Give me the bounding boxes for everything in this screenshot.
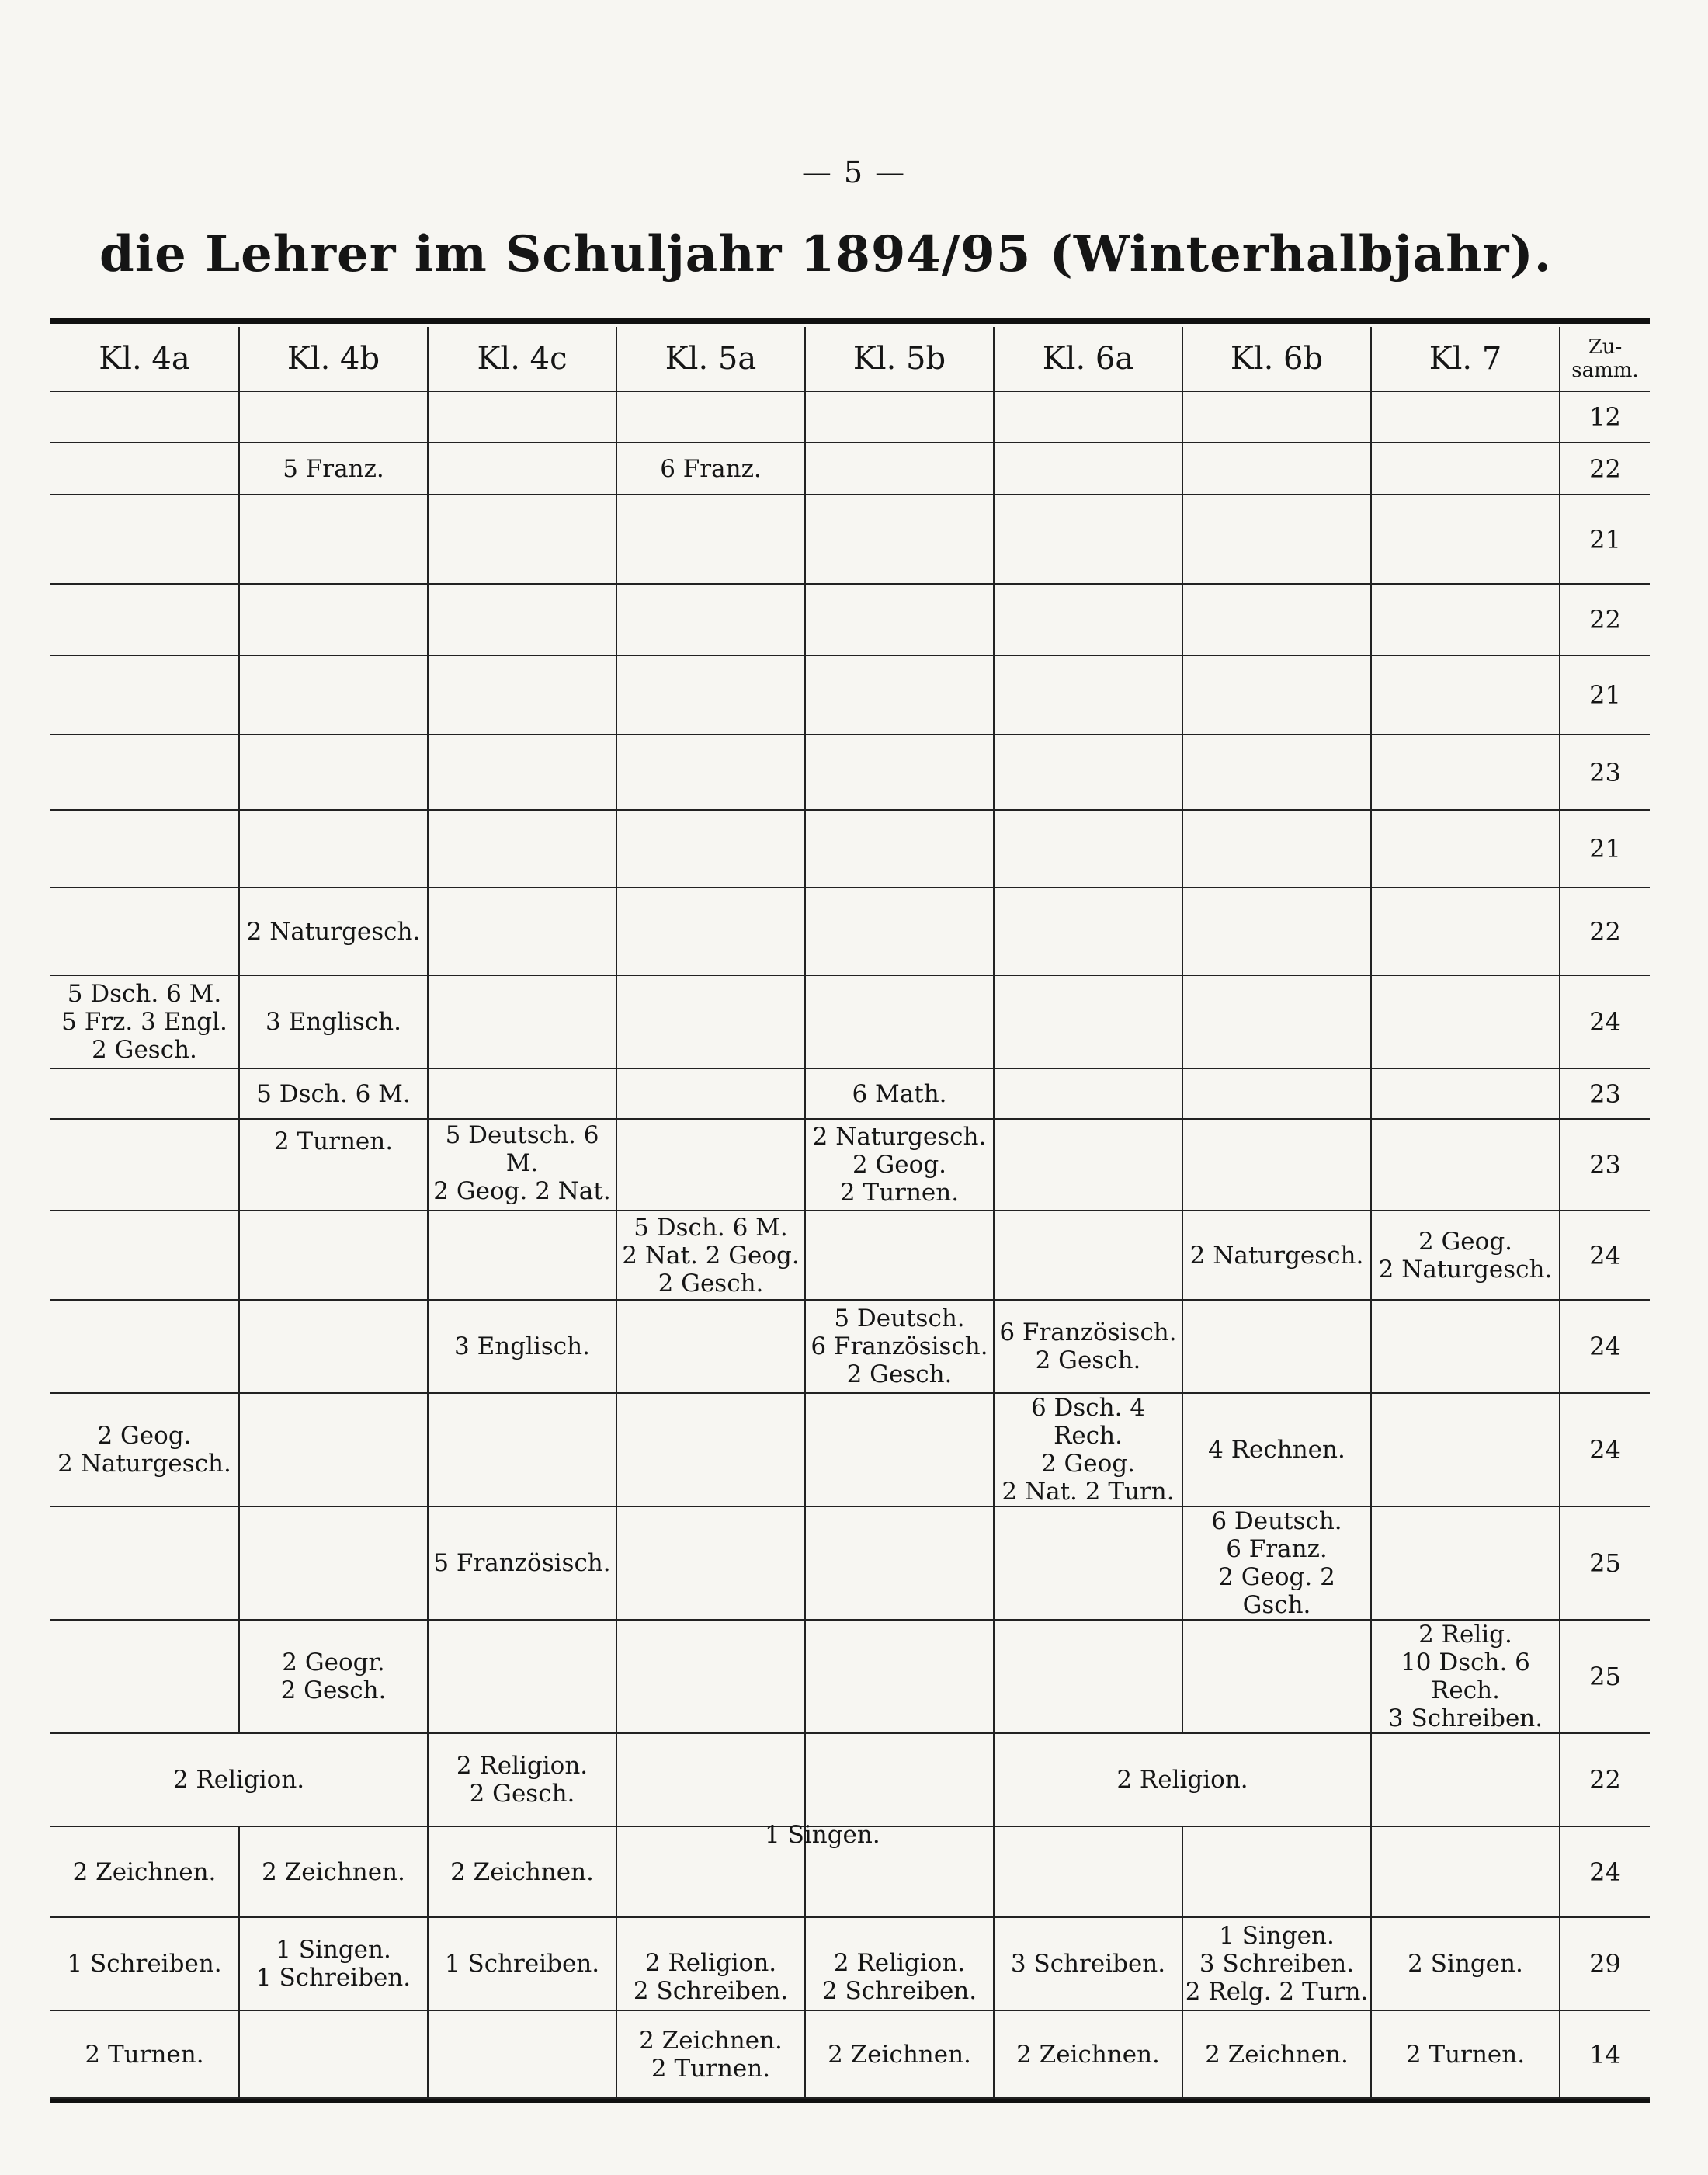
total-cell: 24 [1560,975,1650,1068]
table-row [50,655,1650,735]
schedule-cell: 3 Englisch. [239,975,428,1068]
table-row [50,1300,1650,1393]
total-cell: 12 [1560,391,1650,443]
total-cell: 21 [1560,655,1650,735]
total-cell: 23 [1560,1119,1650,1211]
total-cell: 24 [1560,1393,1650,1506]
total-cell: 22 [1560,584,1650,655]
total-cell: 24 [1560,1211,1650,1300]
schedule-cell: 5 Deutsch. 6 Französisch. 2 Gesch. [805,1300,994,1393]
schedule-cell: 2 Relig. 10 Dsch. 6 Rech. 3 Schreiben. [1371,1620,1560,1733]
column-header: Kl. 4b [239,327,428,391]
schedule-cell: 2 Zeichnen. [239,1826,428,1917]
schedule-cell: 2 Zeichnen. 2 Turnen. [616,2010,805,2098]
table-row [50,2010,1650,2098]
schedule-cell: 2 Geog. 2 Naturgesch. [1371,1211,1560,1300]
table-row [50,1917,1650,2010]
schedule-cell: 4 Rechnen. [1182,1393,1371,1506]
schedule-cell: 2 Turnen. [1371,2010,1560,2098]
total-cell: 25 [1560,1506,1650,1620]
schedule-cell: 1 Schreiben. [50,1917,239,2010]
schedule-cell: 6 Französisch. 2 Gesch. [994,1300,1182,1393]
table-row [50,1620,1650,1733]
schedule-cell: 2 Geogr. 2 Gesch. [239,1620,428,1733]
schedule-cell: 1 Singen. 1 Schreiben. [239,1917,428,2010]
schedule-cell: 1 Singen. 3 Schreiben. 2 Relg. 2 Turn. [1182,1917,1371,2010]
table-row [50,975,1650,1068]
total-cell: 14 [1560,2010,1650,2098]
schedule-cell: 5 Franz. [239,443,428,495]
table-row [50,1506,1650,1620]
table-row [50,495,1650,584]
total-cell: 29 [1560,1917,1650,2010]
schedule-cell: 2 Turnen. [50,2010,239,2098]
teacher-schedule-table [50,327,1650,2099]
column-header: Kl. 4a [50,327,239,391]
schedule-cell: 2 Zeichnen. [994,2010,1182,2098]
schedule-cell: 2 Turnen. [239,1119,428,1211]
page-number: — 5 — [801,155,907,189]
schedule-cell: 1 Schreiben. [428,1917,616,2010]
schedule-cell: 5 Französisch. [428,1506,616,1620]
total-cell: 22 [1560,1733,1650,1826]
table-row [50,443,1650,495]
column-header: Kl. 7 [1371,327,1560,391]
column-header: Kl. 6a [994,327,1182,391]
column-header: Kl. 5a [616,327,805,391]
schedule-cell: 6 Math. [805,1068,994,1119]
schedule-cell: 2 Naturgesch. [1182,1211,1371,1300]
table-row [50,1393,1650,1506]
schedule-cell: 5 Dsch. 6 M. [239,1068,428,1119]
schedule-cell: 2 Zeichnen. [805,2010,994,2098]
schedule-cell: 2 Religion. 2 Schreiben. [805,1917,994,2010]
column-header: Kl. 6b [1182,327,1371,391]
schedule-cell: 2 Zeichnen. [1182,2010,1371,2098]
header-row [50,327,1650,391]
page-title: die Lehrer im Schuljahr 1894/95 (Winterhalbjahr). [99,225,1552,283]
table-row [50,735,1650,810]
total-cell: 21 [1560,495,1650,584]
column-header: Kl. 5b [805,327,994,391]
schedule-cell: 2 Naturgesch. 2 Geog. 2 Turnen. [805,1119,994,1211]
schedule-cell: 2 Zeichnen. [428,1826,616,1917]
total-cell: 22 [1560,443,1650,495]
schedule-cell: 2 Religion. 2 Gesch. [428,1733,616,1826]
table-row [50,1211,1650,1300]
table-row [50,1119,1650,1211]
table-row [50,1068,1650,1119]
schedule-cell: 2 Zeichnen. [50,1826,239,1917]
table-row [50,391,1650,443]
table-row [50,1826,1650,1917]
schedule-cell: 2 Religion. [994,1733,1371,1826]
spanning-label: 1 Singen. [765,1821,880,1849]
schedule-cell: 6 Franz. [616,443,805,495]
schedule-cell: 2 Singen. [1371,1917,1560,2010]
column-header: Kl. 4c [428,327,616,391]
schedule-cell: 3 Englisch. [428,1300,616,1393]
total-cell: 23 [1560,735,1650,810]
schedule-cell: 2 Religion. 2 Schreiben. [616,1917,805,2010]
total-cell: 24 [1560,1300,1650,1393]
total-cell: 25 [1560,1620,1650,1733]
schedule-cell: 2 Naturgesch. [239,888,428,975]
total-cell: 22 [1560,888,1650,975]
schedule-cell: 2 Geog. 2 Naturgesch. [50,1393,239,1506]
schedule-cell: 3 Schreiben. [994,1917,1182,2010]
total-cell: 24 [1560,1826,1650,1917]
table-row [50,1733,1650,1826]
table-row [50,888,1650,975]
schedule-cell: 5 Deutsch. 6 M. 2 Geog. 2 Nat. [428,1119,616,1211]
schedule-table-frame [50,318,1650,2103]
column-header-total: Zu- samm. [1560,327,1650,391]
schedule-cell: 6 Dsch. 4 Rech. 2 Geog. 2 Nat. 2 Turn. [994,1393,1182,1506]
table-row [50,584,1650,655]
schedule-cell: 6 Deutsch. 6 Franz. 2 Geog. 2 Gsch. [1182,1506,1371,1620]
schedule-cell: 2 Religion. [50,1733,428,1826]
schedule-cell: 5 Dsch. 6 M. 5 Frz. 3 Engl. 2 Gesch. [50,975,239,1068]
schedule-cell: 5 Dsch. 6 M. 2 Nat. 2 Geog. 2 Gesch. [616,1211,805,1300]
total-cell: 23 [1560,1068,1650,1119]
table-row [50,810,1650,888]
total-cell: 21 [1560,810,1650,888]
